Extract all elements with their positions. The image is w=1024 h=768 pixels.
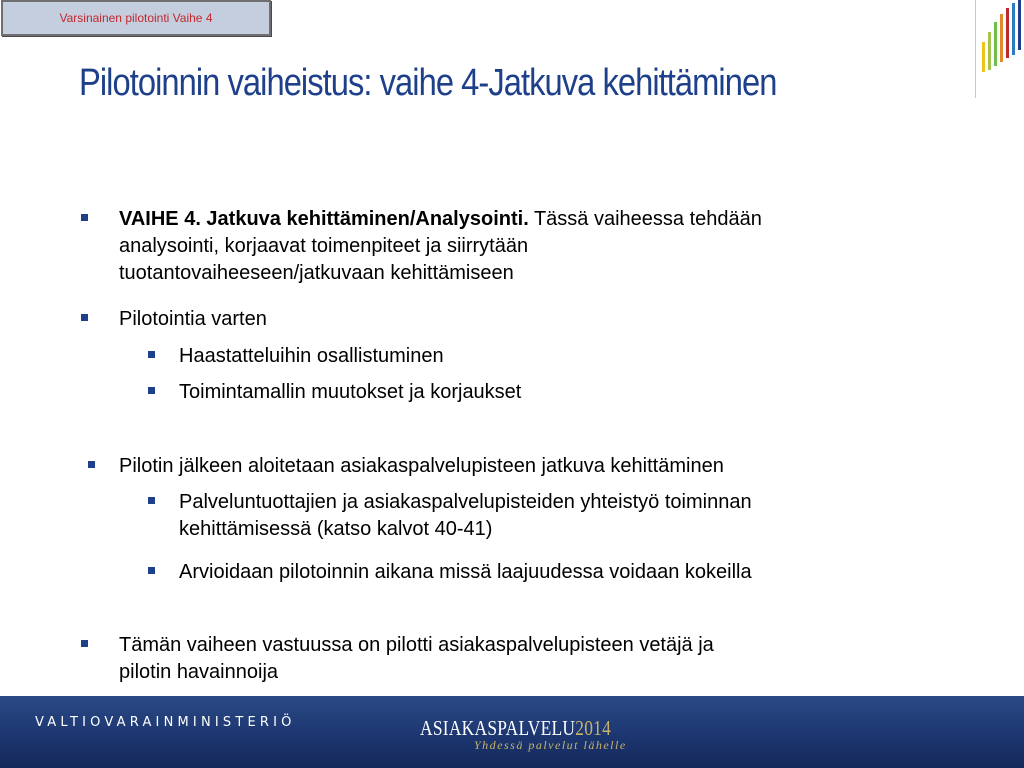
- square-bullet-icon: [81, 640, 88, 647]
- bullet-text: tuotantovaiheeseen/jatkuvaan kehittämiseen: [119, 262, 514, 284]
- bullet-item: [179, 343, 444, 370]
- square-bullet-icon: [88, 461, 95, 468]
- bullet-text: Tässä vaiheessa tehdään: [528, 208, 762, 230]
- bullet-text: Arvioidaan pilotoinnin aikana missä laajuudessa voidaan kokeilla: [179, 561, 752, 583]
- bullet-text: Pilotointia varten: [119, 308, 267, 330]
- square-bullet-icon: [81, 214, 88, 221]
- bullet-text: analysointi, korjaavat toimenpiteet ja siirrytään: [119, 235, 529, 257]
- bullet-text: Haastatteluihin osallistuminen: [179, 345, 444, 367]
- brand-year: 2014: [575, 716, 612, 740]
- colored-bars-logo-icon: [975, 0, 1024, 98]
- bullet-text: pilotin havainnoija: [119, 661, 279, 683]
- bullet-item: [119, 453, 724, 480]
- bullet-item: [119, 632, 714, 686]
- bullet-text: Pilotin jälkeen aloitetaan asiakaspalvelupisteen jatkuva kehittäminen: [119, 455, 724, 477]
- section-tag: Varsinainen pilotointi Vaihe 4: [1, 0, 271, 36]
- slide-title: Pilotoinnin vaiheistus: vaihe 4-Jatkuva kehittäminen: [79, 62, 777, 104]
- bullet-item: [119, 206, 979, 287]
- bullet-text: kehittämisessä (katso kalvot 40-41): [179, 518, 493, 540]
- ministry-name: VALTIOVARAINMINISTERIÖ: [35, 715, 296, 730]
- bullet-item: [179, 489, 752, 543]
- bullet-item: [179, 379, 521, 406]
- square-bullet-icon: [148, 497, 155, 504]
- square-bullet-icon: [148, 567, 155, 574]
- bullet-bold-text: VAIHE 4. Jatkuva kehittäminen/Analysointi.: [119, 208, 529, 230]
- square-bullet-icon: [81, 314, 88, 321]
- bullet-text: Palveluntuottajien ja asiakaspalvelupisteiden yhteistyö toiminnan: [179, 491, 752, 513]
- square-bullet-icon: [148, 387, 155, 394]
- brand-name: ASIAKASPALVELU: [420, 716, 576, 740]
- square-bullet-icon: [148, 351, 155, 358]
- brand-slogan: Yhdessä palvelut lähelle: [474, 738, 627, 752]
- bullet-item: [179, 559, 752, 586]
- bullet-item: [119, 306, 267, 333]
- bullet-text: Toimintamallin muutokset ja korjaukset: [179, 381, 522, 403]
- bullet-text: Tämän vaiheen vastuussa on pilotti asiakaspalvelupisteen vetäjä ja: [119, 634, 714, 656]
